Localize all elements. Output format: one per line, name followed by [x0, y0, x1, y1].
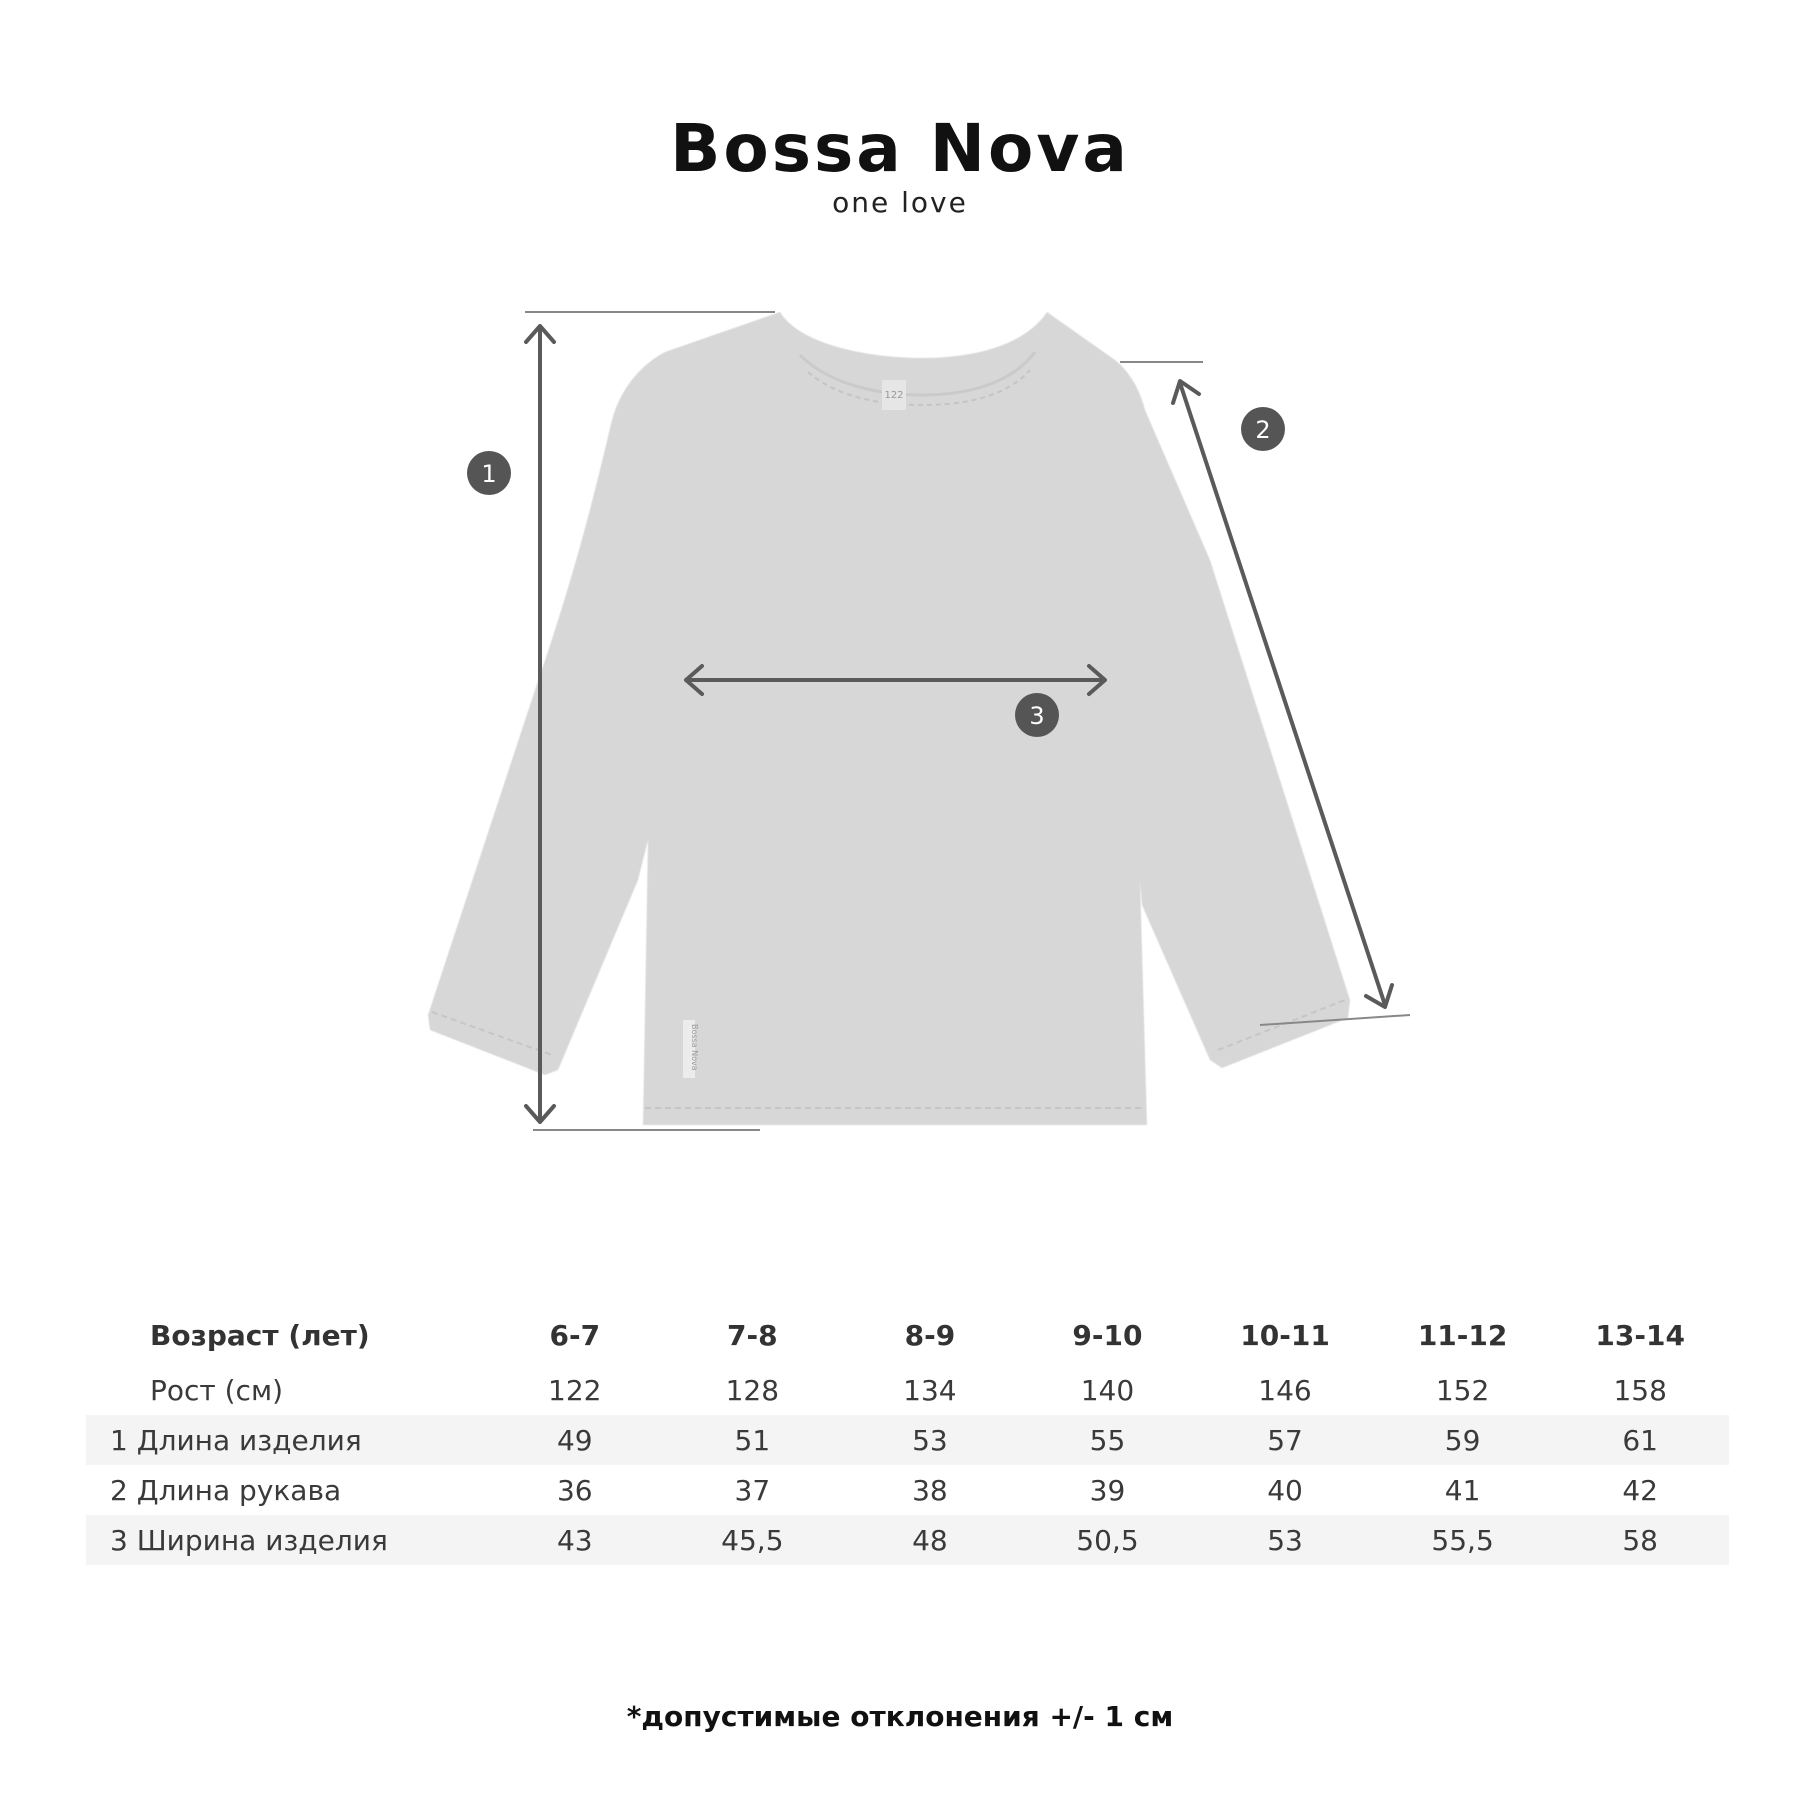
svg-text:2: 2 [1255, 416, 1271, 444]
height-cell: 122 [548, 1373, 602, 1407]
tolerance-note: *допустимые отклонения +/- 1 см [626, 1700, 1174, 1733]
table-cell: 37 [734, 1473, 771, 1507]
height-cell: 158 [1613, 1373, 1667, 1407]
size-chart-table [86, 1305, 1729, 1565]
brand-tagline: one love [832, 186, 968, 219]
table-cell: 48 [841, 1515, 1019, 1565]
shirt-illustration [428, 312, 1350, 1125]
height-cell: 134 [903, 1373, 957, 1407]
table-cell: 57 [1196, 1415, 1374, 1465]
table-cell: 42 [1622, 1473, 1658, 1507]
table-cell: 39 [1089, 1473, 1126, 1507]
table-header-row [86, 1305, 1729, 1365]
neck-tag-text: 122 [884, 390, 904, 401]
table-row [86, 1415, 1729, 1465]
age-header: Возраст (лет) [150, 1318, 370, 1352]
age-cell: 11-12 [1417, 1318, 1508, 1352]
table-cell: 38 [912, 1473, 948, 1507]
age-cell: 8-9 [904, 1318, 956, 1352]
table-cell: 40 [1267, 1473, 1303, 1507]
table-cell: 51 [664, 1415, 842, 1465]
row-label: 1 Длина изделия [86, 1415, 486, 1465]
brand-logo: Bossa Nova [670, 110, 1130, 187]
height-cell: 152 [1435, 1373, 1490, 1407]
table-cell: 53 [841, 1415, 1019, 1465]
height-label: Рост (см) [150, 1373, 283, 1407]
table-cell: 55 [1019, 1415, 1197, 1465]
badge-3 [1015, 693, 1059, 737]
age-cell: 13-14 [1595, 1318, 1685, 1352]
table-cell: 49 [486, 1415, 664, 1465]
badge-2 [1241, 407, 1285, 451]
row-label: 2 Длина рукава [110, 1473, 342, 1507]
table-cell: 43 [486, 1515, 664, 1565]
table-cell: 41 [1444, 1473, 1481, 1507]
table-cell: 53 [1196, 1515, 1374, 1565]
badge-1 [467, 451, 511, 495]
side-label-text: Bossa Nova [690, 1024, 699, 1071]
height-cell: 146 [1258, 1373, 1312, 1407]
shirt-body [428, 312, 1350, 1125]
age-cell: 10-11 [1240, 1318, 1330, 1352]
height-cell: 128 [725, 1373, 780, 1407]
table-cell: 36 [556, 1473, 593, 1507]
row-label: 3 Ширина изделия [86, 1515, 486, 1565]
height-row [86, 1365, 1729, 1415]
table-row [86, 1465, 1729, 1515]
age-cell: 6-7 [549, 1318, 601, 1352]
table-cell: 59 [1374, 1415, 1552, 1465]
table-cell: 45,5 [664, 1515, 842, 1565]
svg-text:1: 1 [481, 460, 497, 488]
table-cell: 55,5 [1374, 1515, 1552, 1565]
age-cell: 7-8 [727, 1318, 778, 1352]
table-cell: 58 [1551, 1515, 1729, 1565]
table-cell: 50,5 [1019, 1515, 1197, 1565]
age-cell: 9-10 [1072, 1318, 1143, 1352]
svg-text:3: 3 [1029, 702, 1045, 730]
table-row [86, 1515, 1729, 1565]
height-cell: 140 [1080, 1373, 1135, 1407]
table-cell: 61 [1551, 1415, 1729, 1465]
